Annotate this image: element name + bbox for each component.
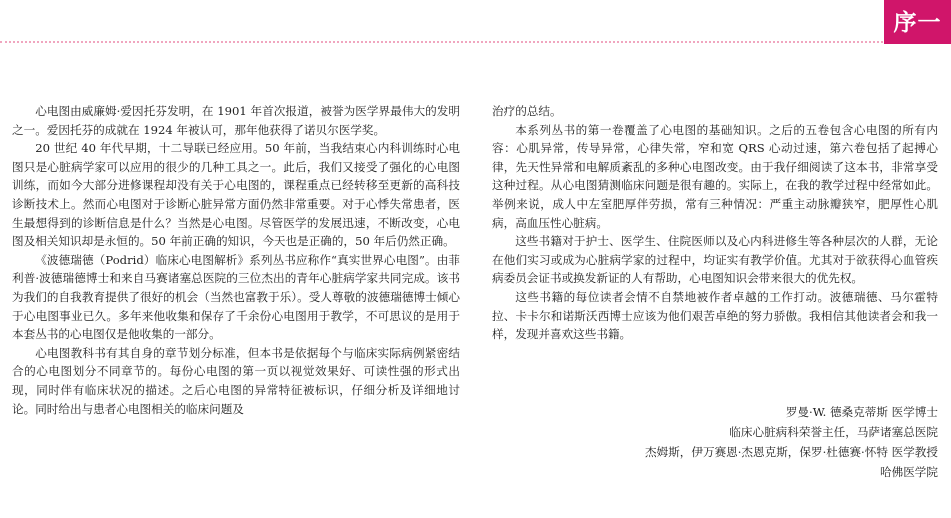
signature-institution: 哈佛医学院 bbox=[880, 465, 938, 479]
signature-block bbox=[560, 402, 938, 482]
paragraph-book-series: 《波德瑞德（Podrid）临床心电图解析》系列丛书应称作“真实世界心电图”。由菲利普·波德瑞德博士和来自马赛诸塞总医院的三位杰出的青年心脏病学家共同完成。该书为我们的自我教育提供了很好的机会（当然也富教于乐）。受人尊敬的波德瑞德博士倾心于心电图事业已久。多年来他收集和保存了千余份心电图用于教学，不可思议的是用于本套丛书的心电图仅是他收集的一部分。 bbox=[12, 252, 460, 342]
paragraph-history: 20 世纪 40 年代早期，十二导联已经应用。50 年前，当我结束心内科训练时心电图只是心脏病学家可以应用的很少的几种工具之一。此后，我们又接受了强化的心电图训练，而如今大部分进修课程却没有关于心电图的，课程重点已经转移至更新的高科技诊断技术上。然而心电图对于诊断心脏异常方面仍然非常重要。对于心悸失常患者，医生最想得到的诊断信息是什么？当然是心电图。尽管医学的发展迅速，不断改变，心电图及相关知识却是永恒的。50 年前正确的知识，今天也是正确的，50 年后仍然正确。 bbox=[12, 141, 460, 249]
paragraph-continuation: 治疗的总结。 bbox=[492, 104, 562, 118]
paragraph-volumes: 本系列丛书的第一卷覆盖了心电图的基础知识。之后的五卷包含心电图的所有内容：心肌异常，传导异常，心律失常，窄和宽 QRS 心动过速，第六卷包括了起搏心律，先天性异常和电解质紊乱的多种心电图改变。由于我仔细阅读了这本书，非常享受这种过程。从心电图猜测临床问题是很有趣的。实际上，在我的教学过程中经常如此。举例来说，成人中左室肥厚伴劳损，常有三种情况：严重主动脉瓣狭窄，肥厚性心肌病，高血压性心脏病。 bbox=[492, 122, 938, 230]
section-title: 序一 bbox=[893, 10, 942, 36]
header-dotted-rule bbox=[0, 41, 883, 43]
left-column bbox=[12, 102, 460, 418]
signature-name: 罗曼·W. 德桑克蒂斯 医学博士 bbox=[785, 405, 938, 419]
right-column bbox=[492, 102, 938, 344]
signature-professorship: 杰姆斯，伊万赛恩·杰恩克斯，保罗·杜德赛·怀特 医学教授 bbox=[645, 445, 938, 459]
paragraph-invention: 心电图由威廉姆·爱因托芬发明，在 1901 年首次报道，被誉为医学界最伟大的发明之一。爱因托芬的成就在 1924 年被认可，那年他获得了诺贝尔医学奖。 bbox=[12, 104, 460, 137]
paragraph-audience: 这些书籍对于护士、医学生、住院医师以及心内科进修生等各种层次的人群，无论在他们实习或成为心脏病学家的过程中，均证实有教学价值。尤其对于欲获得心血管疾病委员会证书或换发新证的人有帮助，心电图知识会带来很大的优先权。 bbox=[492, 234, 938, 286]
signature-title: 临床心脏病科荣誉主任，马萨诸塞总医院 bbox=[729, 425, 938, 439]
page-header bbox=[0, 0, 951, 46]
paragraph-book-structure: 心电图教科书有其自身的章节划分标准，但本书是依据每个与临床实际病例紧密结合的心电图划分不同章节的。每份心电图的第一页以视觉效果好、可读性强的形式出现，同时伴有临床状况的描述。之后心电图的异常特征被标识，仔细分析及详细地讨论。同时给出与患者心电图相关的临床问题及 bbox=[12, 345, 460, 416]
paragraph-closing: 这些书籍的每位读者会情不自禁地被作者卓越的工作打动。波德瑞德、马尔霍特拉、卡卡尔和诺斯沃西博士应该为他们艰苦卓绝的努力骄傲。我相信其他读者会和我一样，发现并喜欢这些书籍。 bbox=[492, 289, 938, 342]
